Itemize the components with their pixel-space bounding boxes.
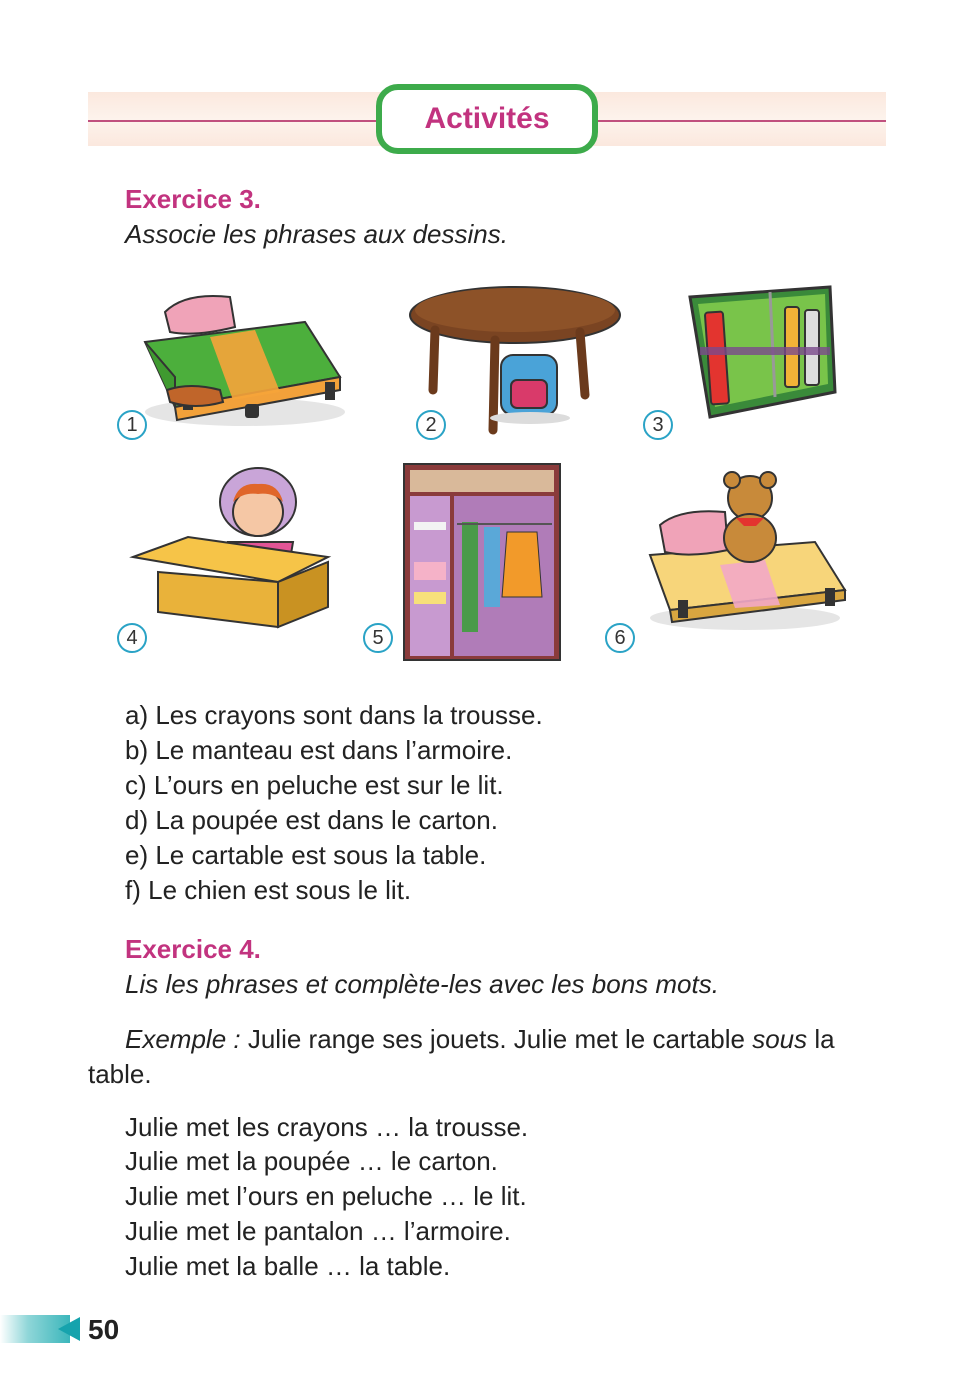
example-word: sous [752,1024,808,1054]
exercise-4-title: Exercice 4. [125,934,261,964]
exercise-3-sentence-e: e) Le cartable est sous la table. [125,840,487,870]
example-label: Exemple : [125,1024,241,1054]
teddy-bear-on-bed-icon [640,470,850,640]
exercise-3-title: Exercice 3. [125,184,261,214]
exercise-3-sentence-f: f) Le chien est sous le lit. [125,875,412,905]
picture-number-3: 3 [643,410,673,440]
page-number: 50 [88,1314,120,1345]
picture-number-2: 2 [416,410,446,440]
example-text-1: Julie range ses jouets. Julie met le cartable [240,1024,753,1054]
exercise-4-sentence-2: Julie met la poupée … le carton. [125,1146,498,1176]
exercise-4-sentence-5: Julie met la balle … la table. [125,1251,451,1281]
exercise-3-instruction: Associe les phrases aux dessins. [125,219,508,249]
example-text-2: la table. [88,1024,835,1089]
exercise-4-instruction: Lis les phrases et complète-les avec les bons mots. [125,969,719,999]
exercise-4-example [88,1022,888,1092]
bed-with-dog-under-icon [115,272,355,442]
doll-in-box-icon [128,462,338,632]
exercise-3-sentence-b: b) Le manteau est dans l’armoire. [125,735,513,765]
wardrobe-icon [402,462,562,662]
exercise-3-sentence-a: a) Les crayons sont dans la trousse. [125,700,543,730]
picture-number-5: 5 [363,623,393,653]
exercise-3-sentence-c: c) L’ours en peluche est sur le lit. [125,770,504,800]
exercise-4-sentence-1: Julie met les crayons … la trousse. [125,1112,529,1142]
page-title: Activités [424,102,550,135]
exercise-4-sentence-4: Julie met le pantalon … l’armoire. [125,1216,511,1246]
exercise-4-sentence-3: Julie met l’ours en peluche … le lit. [125,1181,527,1211]
exercise-3-sentence-d: d) La poupée est dans le carton. [125,805,498,835]
picture-number-6: 6 [605,623,635,653]
picture-number-1: 1 [117,410,147,440]
activities-title-pill [376,84,598,154]
pencil-case-icon [680,272,845,427]
footer-triangle-icon [58,1317,80,1341]
picture-number-4: 4 [117,623,147,653]
